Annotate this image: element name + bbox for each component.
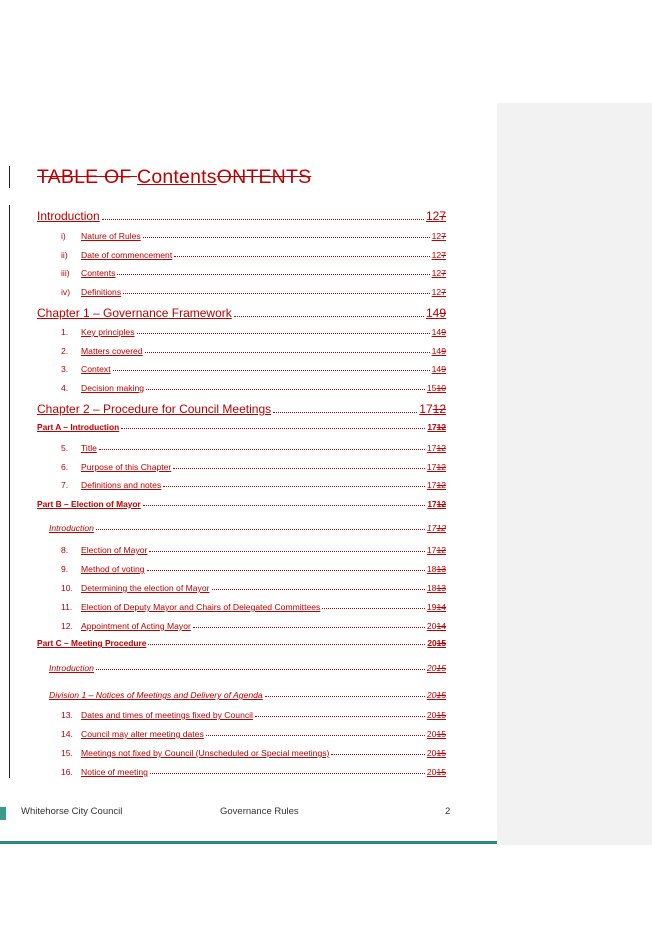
toc-page-number <box>426 306 446 320</box>
toc-page-number <box>427 602 446 612</box>
toc-entry[interactable] <box>61 746 446 758</box>
toc-entry-number: 6. <box>61 462 69 472</box>
toc-page-number <box>432 346 446 356</box>
toc-entry[interactable] <box>37 400 446 416</box>
toc-entry[interactable] <box>49 688 446 700</box>
toc-entry-number: 3. <box>61 364 69 374</box>
toc-entry[interactable] <box>61 266 446 278</box>
title-deleted-text: TABLE OF <box>37 166 138 188</box>
toc-leader-dots <box>146 389 425 390</box>
toc-leader-dots <box>123 293 430 294</box>
toc-entry-label: Matters covered <box>81 346 143 356</box>
toc-entry-label: Part C – Meeting Procedure <box>37 638 147 648</box>
toc-page-deleted: 15 <box>436 767 446 777</box>
toc-leader-dots <box>137 333 430 334</box>
toc-page-inserted: 12 <box>431 287 442 297</box>
toc-page-inserted: 17 <box>426 462 437 472</box>
toc-page-number <box>432 231 446 241</box>
toc-leader-dots <box>234 316 424 317</box>
toc-page-deleted: 12 <box>436 462 446 472</box>
toc-entry-label: Notice of meeting <box>81 767 148 777</box>
toc-entry[interactable] <box>37 207 446 223</box>
toc-page-inserted: 14 <box>431 346 442 356</box>
toc-entry-number: 15. <box>61 748 73 758</box>
toc-page-number <box>427 663 446 673</box>
toc-entry-label: Determining the election of Mayor <box>81 583 210 593</box>
toc-page-inserted: 17 <box>427 499 437 509</box>
toc-leader-dots <box>331 754 424 755</box>
toc-entry-label: Appointment of Acting Mayor <box>81 621 191 631</box>
toc-page-inserted: 18 <box>426 583 437 593</box>
toc-leader-dots <box>255 716 425 717</box>
toc-page-deleted: 7 <box>441 287 446 297</box>
toc-entry-number: 7. <box>61 480 69 490</box>
toc-entry-label: Meetings not fixed by Council (Unscheduled or Special meetings) <box>81 748 330 758</box>
toc-leader-dots <box>322 608 425 609</box>
toc-entry[interactable] <box>61 619 446 631</box>
toc-page-inserted: 17 <box>426 480 437 490</box>
toc-page-inserted: 20 <box>426 748 437 758</box>
toc-page-number <box>427 690 446 700</box>
toc-entry-number: 10. <box>61 583 73 593</box>
toc-page-deleted: 12 <box>436 545 446 555</box>
toc-entry[interactable] <box>37 497 446 509</box>
footer-page-number: 2 <box>445 806 451 817</box>
toc-entry-label: Context <box>81 364 111 374</box>
toc-entry[interactable] <box>37 420 446 432</box>
toc-page-inserted: 20 <box>426 663 437 673</box>
toc-entry[interactable] <box>61 344 446 356</box>
toc-page-inserted: 17 <box>419 402 433 416</box>
toc-entry-label: Definitions <box>81 287 122 297</box>
toc-page-inserted: 17 <box>426 443 437 453</box>
toc-page-deleted: 7 <box>441 268 446 278</box>
toc-entry-number: 11. <box>61 602 73 612</box>
toc-page-number <box>427 710 446 720</box>
toc-entry[interactable] <box>61 381 446 393</box>
toc-page-inserted: 12 <box>431 268 442 278</box>
toc-page-number <box>427 638 446 648</box>
footer-organisation: Whitehorse City Council <box>21 806 123 817</box>
toc-leader-dots <box>273 412 417 413</box>
toc-page-inserted: 20 <box>426 767 437 777</box>
toc-page-deleted: 12 <box>436 499 446 509</box>
toc-entry[interactable] <box>61 325 446 337</box>
toc-page-number <box>432 250 446 260</box>
toc-page-deleted: 7 <box>441 231 446 241</box>
toc-page-number <box>427 545 446 555</box>
toc-page-number <box>426 209 446 223</box>
toc-entry[interactable] <box>61 708 446 720</box>
toc-leader-dots <box>117 274 429 275</box>
toc-entry[interactable] <box>61 229 446 241</box>
toc-page-deleted: 15 <box>436 638 446 648</box>
toc-page-deleted: 14 <box>436 621 446 631</box>
toc-entry-label: Introduction <box>37 209 100 223</box>
toc-page-deleted: 12 <box>436 422 446 432</box>
toc-page-deleted: 10 <box>436 383 446 393</box>
toc-leader-dots <box>113 370 430 371</box>
toc-page-deleted: 12 <box>436 523 446 533</box>
footer-document-title: Governance Rules <box>220 806 299 817</box>
toc-page-inserted: 20 <box>426 690 437 700</box>
toc-entry-number: 13. <box>61 710 73 720</box>
toc-page-deleted: 7 <box>441 250 446 260</box>
toc-leader-dots <box>145 352 430 353</box>
toc-entry-label: Council may alter meeting dates <box>81 729 204 739</box>
footer-accent-bar <box>0 807 6 820</box>
toc-leader-dots <box>143 505 426 506</box>
toc-page-number <box>427 621 446 631</box>
toc-page-inserted: 20 <box>427 638 437 648</box>
toc-page-deleted: 12 <box>432 402 446 416</box>
title-inserted-text: Contents <box>137 166 217 188</box>
toc-page-inserted: 14 <box>425 306 440 320</box>
toc-page-number <box>432 364 446 374</box>
toc-entry-label: Decision making <box>81 383 145 393</box>
toc-page-deleted: 7 <box>439 209 446 223</box>
toc-entry[interactable] <box>37 304 446 320</box>
toc-leader-dots <box>147 570 425 571</box>
toc-entry-label: Title <box>81 443 97 453</box>
toc-page-number <box>427 564 446 574</box>
toc-page-deleted: 12 <box>436 480 446 490</box>
toc-page-inserted: 12 <box>431 231 442 241</box>
toc-page-inserted: 14 <box>431 364 442 374</box>
toc-entry-number: 14. <box>61 729 73 739</box>
toc-entry-number: i) <box>61 231 66 241</box>
toc-leader-dots <box>212 589 425 590</box>
toc-entry-number: 8. <box>61 545 69 555</box>
toc-entry-number: 2. <box>61 346 69 356</box>
toc-page-number <box>427 583 446 593</box>
toc-leader-dots <box>148 644 425 645</box>
toc-leader-dots <box>96 669 425 670</box>
toc-page-deleted: 13 <box>436 564 446 574</box>
toc-entry-label: Date of commencement <box>81 250 173 260</box>
toc-leader-dots <box>174 256 429 257</box>
toc-leader-dots <box>173 468 425 469</box>
toc-entry-label: Dates and times of meetings fixed by Council <box>81 710 253 720</box>
toc-page-deleted: 9 <box>439 306 446 320</box>
toc-entry-label: Introduction <box>49 663 94 673</box>
toc-page-inserted: 19 <box>426 602 437 612</box>
toc-entry-label: Nature of Rules <box>81 231 141 241</box>
toc-entry[interactable] <box>61 248 446 260</box>
toc-entry-number: 4. <box>61 383 69 393</box>
toc-entry[interactable] <box>61 562 446 574</box>
toc-page-number <box>427 523 446 533</box>
toc-entry-label: Contents <box>81 268 116 278</box>
toc-entry-label: Purpose of this Chapter <box>81 462 172 472</box>
toc-page-inserted: 15 <box>426 383 437 393</box>
toc-page-inserted: 17 <box>426 523 437 533</box>
footer-rule <box>0 841 497 844</box>
toc-page-deleted: 15 <box>436 710 446 720</box>
toc-page-number <box>427 499 446 509</box>
toc-entry-number: iii) <box>61 268 70 278</box>
toc-entry-number: 12. <box>61 621 73 631</box>
toc-page-inserted: 20 <box>426 729 437 739</box>
toc-page-deleted: 12 <box>436 443 446 453</box>
toc-entry[interactable] <box>61 285 446 297</box>
toc-entry[interactable] <box>49 521 446 533</box>
toc-page-inserted: 20 <box>426 621 437 631</box>
toc-page-inserted: 12 <box>425 209 440 223</box>
toc-page-number <box>427 729 446 739</box>
toc-leader-dots <box>150 773 425 774</box>
toc-leader-dots <box>99 449 425 450</box>
toc-entry-label: Part A – Introduction <box>37 422 120 432</box>
toc-entry-number: ii) <box>61 250 68 260</box>
toc-entry[interactable] <box>37 636 446 648</box>
toc-page-inserted: 18 <box>426 564 437 574</box>
toc-entry[interactable] <box>49 661 446 673</box>
toc-entry[interactable] <box>61 727 446 739</box>
toc-page-deleted: 9 <box>441 346 446 356</box>
toc-page-number <box>419 402 446 416</box>
toc-page-deleted: 9 <box>441 327 446 337</box>
toc-entry-label: Definitions and notes <box>81 480 162 490</box>
toc-page-deleted: 15 <box>436 748 446 758</box>
toc-page-number <box>432 287 446 297</box>
toc-entry[interactable] <box>61 478 446 490</box>
toc-page-inserted: 12 <box>431 250 442 260</box>
toc-leader-dots <box>143 237 430 238</box>
toc-page-number <box>427 422 446 432</box>
toc-entry-number: 5. <box>61 443 69 453</box>
toc-entry[interactable] <box>61 362 446 374</box>
toc-page-deleted: 14 <box>436 602 446 612</box>
toc-page-number <box>432 327 446 337</box>
toc-page-deleted: 13 <box>436 583 446 593</box>
toc-entry[interactable] <box>61 765 446 777</box>
toc-entry-number: 1. <box>61 327 69 337</box>
toc-page-number <box>427 480 446 490</box>
toc-entry-label: Part B – Election of Mayor <box>37 499 141 509</box>
toc-entry-number: 9. <box>61 564 69 574</box>
toc-entry[interactable] <box>61 600 446 612</box>
toc-page-number <box>427 748 446 758</box>
toc-entry-label: Chapter 2 – Procedure for Council Meetings <box>37 402 272 416</box>
toc-leader-dots <box>265 696 425 697</box>
toc-page-deleted: 9 <box>441 364 446 374</box>
toc-page-inserted: 17 <box>427 422 437 432</box>
toc-entry-label: Election of Deputy Mayor and Chairs of Delegated Committees <box>81 602 321 612</box>
toc-page-number <box>427 383 446 393</box>
toc-entry[interactable] <box>61 581 446 593</box>
toc-page-number <box>427 767 446 777</box>
toc-page-inserted: 20 <box>426 710 437 720</box>
toc-leader-dots <box>163 486 425 487</box>
toc-leader-dots <box>193 627 425 628</box>
toc-entry-label: Method of voting <box>81 564 145 574</box>
toc-entry-number: iv) <box>61 287 71 297</box>
toc-leader-dots <box>206 735 425 736</box>
toc-entry[interactable] <box>61 460 446 472</box>
toc-leader-dots <box>96 529 425 530</box>
toc-entry-label: Introduction <box>49 523 94 533</box>
toc-leader-dots <box>149 551 424 552</box>
toc-page-deleted: 15 <box>436 663 446 673</box>
toc-page-deleted: 15 <box>436 690 446 700</box>
toc-entry[interactable] <box>61 543 446 555</box>
toc-entry-label: Key principles <box>81 327 135 337</box>
toc-leader-dots <box>102 219 424 220</box>
toc-entry-label: Chapter 1 – Governance Framework <box>37 306 232 320</box>
toc-page-inserted: 17 <box>426 545 437 555</box>
toc-page-inserted: 14 <box>431 327 442 337</box>
title-deleted-suffix: ONTENTS <box>216 166 312 188</box>
toc-leader-dots <box>121 428 425 429</box>
toc-entry[interactable] <box>61 441 446 453</box>
toc-page-deleted: 15 <box>436 729 446 739</box>
toc-page-number <box>427 462 446 472</box>
toc-entry-number: 16. <box>61 767 73 777</box>
toc-entry-label: Division 1 – Notices of Meetings and Delivery of Agenda <box>49 690 263 700</box>
toc-entry-label: Election of Mayor <box>81 545 148 555</box>
toc-page-number <box>432 268 446 278</box>
toc-page-number <box>427 443 446 453</box>
